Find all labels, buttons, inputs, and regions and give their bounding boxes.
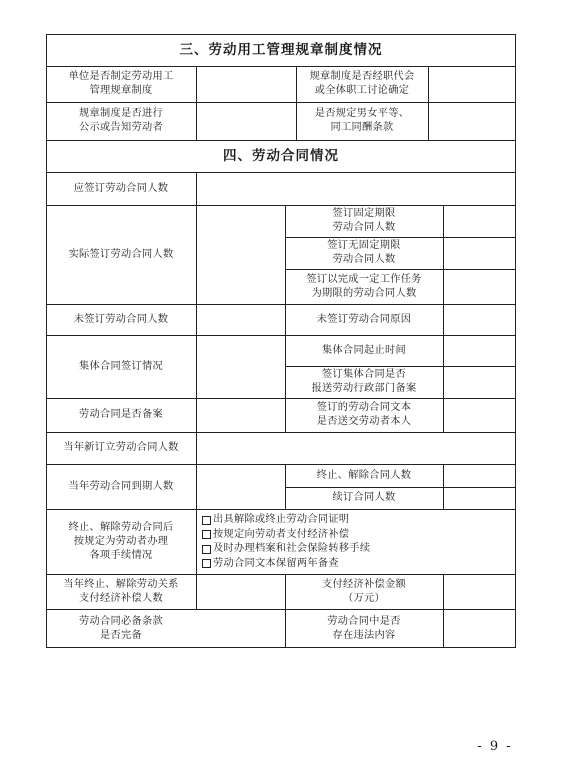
unsigned-label: 未签订劳动合同人数 xyxy=(73,313,169,325)
contract-copy-value[interactable] xyxy=(443,398,516,432)
checkbox[interactable] xyxy=(202,516,211,525)
compensation-count-value[interactable] xyxy=(196,574,285,609)
clauses-complete-label: 劳动合同必备条款 是否完备 xyxy=(79,615,163,641)
rules-discussed-value[interactable] xyxy=(428,66,516,102)
procedure-option[interactable]: 劳动合同文本保留两年备查 xyxy=(202,557,446,572)
checkbox[interactable] xyxy=(202,559,211,568)
renewed-value[interactable] xyxy=(443,487,516,509)
collective-filed-value[interactable] xyxy=(443,366,516,398)
open-term-value[interactable] xyxy=(443,237,516,269)
renewed-label: 续订合同人数 xyxy=(332,492,396,503)
unsigned-reason-value[interactable] xyxy=(443,304,516,335)
new-contracts-value[interactable] xyxy=(196,432,516,464)
task-term-label: 签订以完成一定工作任务 为期限的劳动合同人数 xyxy=(306,273,422,299)
has-rules-label: 单位是否制定劳动用工 管理规章制度 xyxy=(68,71,174,96)
actual-sign-value[interactable] xyxy=(196,205,285,304)
rules-published-value[interactable] xyxy=(196,102,296,140)
contract-filed-value[interactable] xyxy=(196,398,285,432)
termination-procedure-label: 终止、解除劳动合同后 按规定为劳动者办理 各项手续情况 xyxy=(68,521,174,561)
fixed-term-value[interactable] xyxy=(443,205,516,237)
illegal-content-label: 劳动合同中是否 存在违法内容 xyxy=(327,615,401,641)
contract-copy-label: 签订的劳动合同文本 是否送交劳动者本人 xyxy=(316,402,412,427)
illegal-content-value[interactable] xyxy=(443,609,516,648)
procedure-option[interactable]: 出具解除或终止劳动合同证明 xyxy=(202,513,446,528)
fixed-term-label: 签订固定期限 劳动合同人数 xyxy=(332,208,396,233)
equal-pay-value[interactable] xyxy=(428,102,516,140)
clauses-complete-value[interactable] xyxy=(196,609,285,648)
open-term-label: 签订无固定期限 劳动合同人数 xyxy=(327,240,401,265)
compensation-amount-value[interactable] xyxy=(443,574,516,609)
new-contracts-label: 当年新订立劳动合同人数 xyxy=(63,442,179,453)
terminated-label: 终止、解除合同人数 xyxy=(316,469,412,481)
procedure-option[interactable]: 按规定向劳动者支付经济补偿 xyxy=(202,528,446,543)
should-sign-value[interactable] xyxy=(196,172,516,205)
checkbox[interactable] xyxy=(202,530,211,539)
task-term-value[interactable] xyxy=(443,269,516,304)
has-rules-value[interactable] xyxy=(196,66,296,102)
section3-title: 三、劳动用工管理规章制度情况 xyxy=(179,42,383,58)
checkbox[interactable] xyxy=(202,545,211,554)
section4-title: 四、劳动合同情况 xyxy=(223,148,339,164)
compensation-amount-label: 支付经济补偿金额 （万元） xyxy=(322,578,406,604)
collective-period-value[interactable] xyxy=(443,335,516,366)
unsigned-value[interactable] xyxy=(196,304,285,335)
unsigned-reason-label: 未签订劳动合同原因 xyxy=(316,313,412,325)
collective-period-label: 集体合同起止时间 xyxy=(322,344,406,356)
procedure-option[interactable]: 及时办理档案和社会保险转移手续 xyxy=(202,542,446,557)
collective-value[interactable] xyxy=(196,335,285,398)
compensation-count-label: 当年终止、解除劳动关系 支付经济补偿人数 xyxy=(63,578,179,604)
should-sign-label: 应签订劳动合同人数 xyxy=(73,182,169,194)
procedure-checklist xyxy=(202,511,446,573)
equal-pay-label: 是否规定男女平等、 同工同酬条款 xyxy=(314,108,410,133)
page-number: - 9 - xyxy=(477,739,513,754)
terminated-value[interactable] xyxy=(443,464,516,487)
rules-published-label: 规章制度是否进行 公示或告知劳动者 xyxy=(79,108,163,133)
collective-label: 集体合同签订情况 xyxy=(79,360,163,372)
actual-sign-label: 实际签订劳动合同人数 xyxy=(68,248,174,260)
collective-filed-label: 签订集体合同是否 报送劳动行政部门备案 xyxy=(311,369,417,394)
contract-filed-label: 劳动合同是否备案 xyxy=(79,409,163,420)
expired-label: 当年劳动合同到期人数 xyxy=(68,480,174,492)
expired-value[interactable] xyxy=(196,464,285,509)
rules-discussed-label: 规章制度是否经职代会 或全体职工讨论确定 xyxy=(309,71,415,96)
